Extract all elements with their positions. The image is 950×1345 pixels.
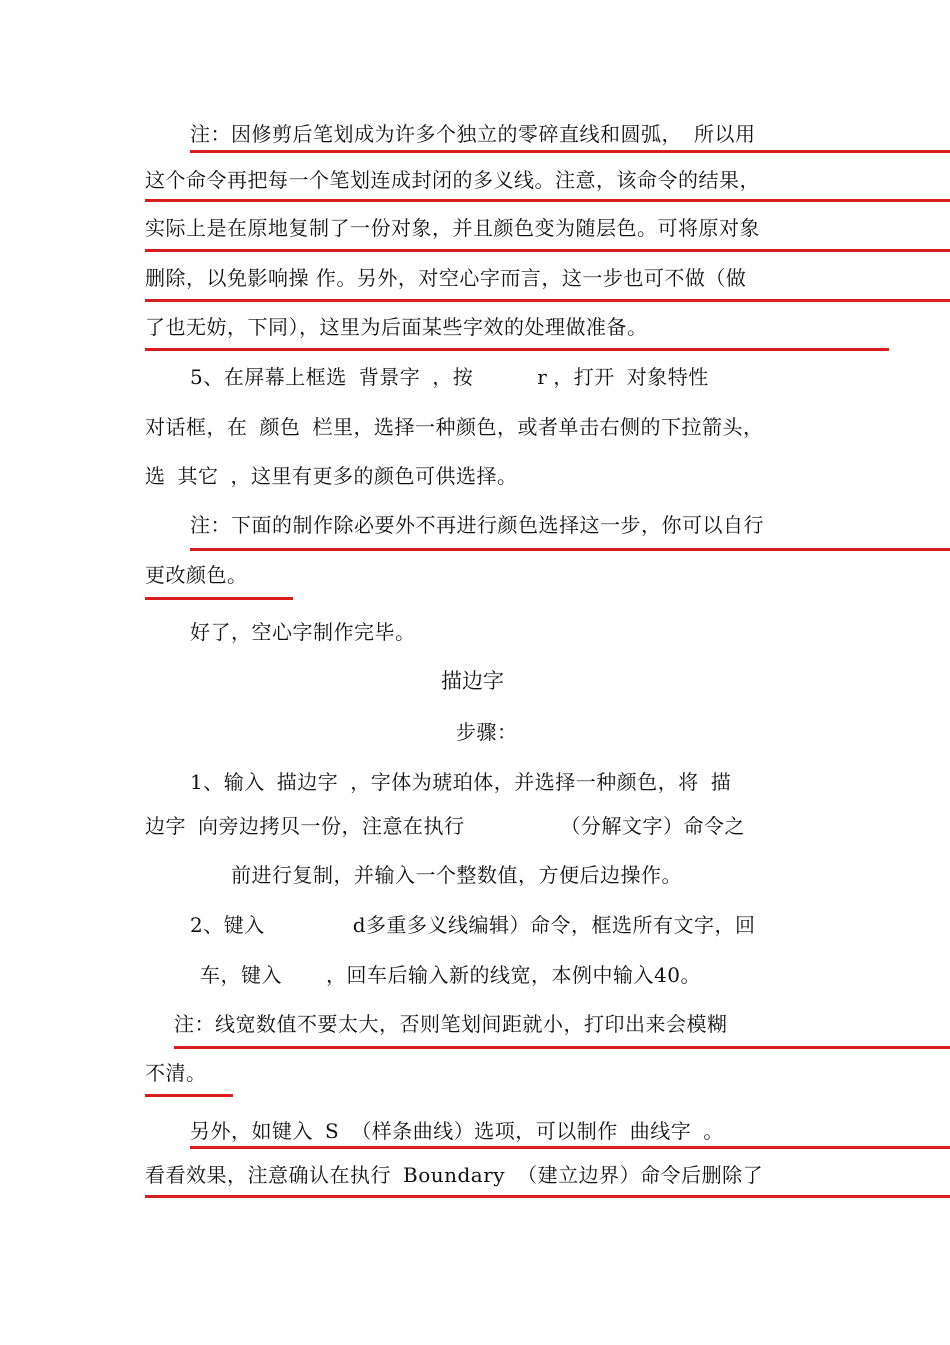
note4-l2-a: 看看效果，注意确认在执行: [145, 1163, 391, 1187]
note1-line-1-text: 注：因修剪后笔划成为许多个独立的零碎直线和圆弧，: [190, 122, 682, 146]
step2-line-1: [190, 911, 756, 939]
note4-line-2: [145, 1161, 763, 1189]
step2-l2-b: ，回车后输入新的线宽，本例中输入40。: [326, 963, 701, 987]
step2-l2-a: 车，键入: [200, 963, 282, 987]
step5-line-3: [145, 462, 518, 490]
note4-text-b: S: [325, 1119, 340, 1143]
step5-line-2: [145, 413, 764, 441]
step1-text-d: 描: [710, 770, 732, 794]
step2-text-b: d: [352, 913, 367, 937]
note4-text-d: 曲线字: [629, 1119, 692, 1143]
step5-l3-b: 其它: [177, 464, 219, 488]
step2-text-c: 多重多义线编辑）命令，框选所有文字，回: [366, 913, 756, 937]
note2-line-2: 更改颜色。: [145, 563, 248, 587]
red-underline: [190, 1146, 950, 1149]
note2-line-1: 注：下面的制作除必要外不再进行颜色选择这一步，你可以自行: [190, 513, 764, 537]
note4-l2-c: （建立边界）命令后删除了: [517, 1163, 764, 1187]
note1-line-5: 了也无妨，下同），这里为后面某些字效的处理做准备。: [145, 315, 648, 339]
note1-line-4: 删除，以免影响操 作。另外，对空心字而言，这一步也可不做（做: [145, 266, 747, 290]
step5-text-f: 开: [594, 365, 615, 389]
red-underline: [190, 548, 950, 551]
step5-text-g: 对象特性: [626, 365, 709, 389]
done-line: 好了，空心字制作完毕。: [190, 620, 416, 644]
note1-line-2: 这个命令再把每一个笔划连成封闭的多义线。注意，该命令的结果，: [145, 168, 760, 192]
step1-l2-c: （分解文字）命令之: [560, 814, 745, 838]
red-underline: [145, 199, 950, 202]
note1-line-1: [190, 120, 756, 148]
red-underline: [190, 150, 950, 153]
step1-text-b: 描边字: [276, 770, 339, 794]
step5-line-1: [190, 363, 709, 391]
step1-l2-a: 边字: [145, 814, 186, 838]
step5-text-d: r: [537, 365, 548, 389]
step5-text-e: ，打: [553, 365, 595, 389]
note4-text-e: 。: [703, 1119, 724, 1143]
steps-label: 步骤：: [456, 720, 518, 744]
red-underline: [145, 1195, 950, 1198]
red-underline: [145, 299, 950, 302]
step2-line-2: [200, 961, 701, 989]
step5-l3-c: ，这里有更多的颜色可供选择。: [230, 464, 518, 488]
step5-text-b: 背景字: [358, 365, 421, 389]
step1-line-2: [145, 812, 745, 840]
step1-l2-b: 向旁边拷贝一份，注意在执行: [198, 814, 465, 838]
red-underline: [145, 249, 950, 252]
step5-l2-a: 对话框，在: [145, 415, 248, 439]
red-underline: [145, 1094, 233, 1097]
step1-line-3: 前进行复制，并输入一个整数值，方便后边操作。: [231, 863, 682, 887]
red-underline: [145, 348, 889, 351]
step5-l3-a: 选: [145, 464, 166, 488]
step2-text-a: 2、键入: [190, 913, 265, 937]
red-underline: [174, 1046, 950, 1049]
step1-text-a: 1、输入: [190, 770, 265, 794]
step5-text-c: ，按: [432, 365, 474, 389]
note4-text-a: 另外，如键入: [190, 1119, 313, 1143]
note4-text-c: （样条曲线）选项，可以制作: [351, 1119, 618, 1143]
note1-line-1-tail: 所以用: [694, 122, 756, 146]
note4-l2-b: Boundary: [403, 1163, 506, 1187]
note4-line-1: [190, 1117, 724, 1145]
note3-line-1: 注：线宽数值不要太大，否则笔划间距就小，打印出来会模糊: [174, 1012, 728, 1036]
step1-line-1: [190, 768, 731, 796]
step5-l2-b: 颜色: [259, 415, 301, 439]
red-underline: [145, 597, 293, 600]
step5-l2-c: 栏里，选择一种颜色，或者单击右侧的下拉箭头，: [312, 415, 764, 439]
note1-line-3: 实际上是在原地复制了一份对象，并且颜色变为随层色。可将原对象: [145, 216, 760, 240]
step5-text-a: 5、在屏幕上框选: [190, 365, 347, 389]
step1-text-c: ，字体为琥珀体，并选择一种颜色，将: [350, 770, 699, 794]
section-title: 描边字: [441, 669, 504, 693]
note3-line-2: 不清。: [145, 1061, 207, 1085]
